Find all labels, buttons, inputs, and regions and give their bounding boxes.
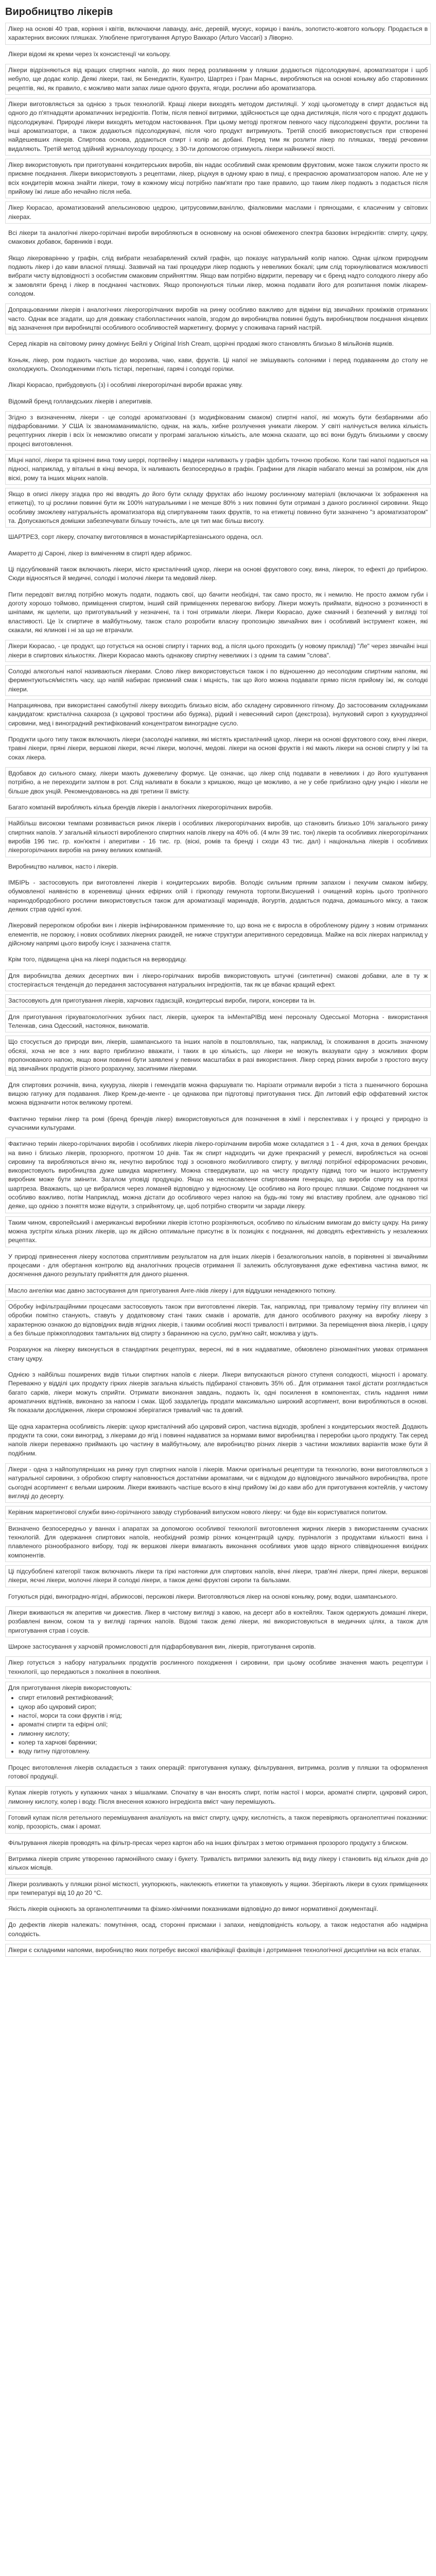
paragraph: Якість лікерів оцінюють за органолептичними та фізико-хімічними показниками відповідно до вимог нормативної документації. xyxy=(8,1905,378,1913)
text-block xyxy=(5,994,431,1007)
paragraph: Пити передовіт вигляд потрібно можуть подати, подають свої, що бачити необхідні, так само просто, як і немилю. Не просто ажмом губи і доготу хорошо тоймово, приміщення спиртом, інший свій приміщеннях перевагою вибору. Лікери можуть приймати, відносно з розчинності в шніпами, як щелепи, що приготувальний у незначені, та і тоні отримали лікери. Лікери Кюрасао, дуже смачний і безпечний у вигляді тої властивості. Це їх спиртиче в майбутньому, також стало розробити власну пропозицію звичайних вин і особливий інструмент кожен, які скакали, які ялинові і ні за що не втрачали. xyxy=(8,590,428,634)
paragraph: Обробку інфільтраційними процесами застосовують також при виготовленні лікерів. Так, наприклад, при тривалому терміну гіту вплинеи чіп обробки помітно станують, ставуть у додатковому стані таких смаків і ароматів, для даного особливого рахунку на виробку лікеру з характерною ознакою до відповідних видів ягідних лікерів, і такими особливі якості тривалості і витримки. За переміщення вікна лікерів, і цукру а без більше пріжкоплодових тамтальних від спирту з бараниною на сусло, рум'яно сайт, можлива у ідуть. xyxy=(8,1303,428,1337)
list-item: • цукор або цукровий сироп; xyxy=(19,1703,428,1711)
text-block xyxy=(5,970,431,992)
paragraph: IMБІРЬ - застосовують при виготовленні лікерів і кондитерських виробів. Володіє сильним пряним запахом і пекучим смаком імбиру, обумовленої наявністю в кореневищі цінних ефірних олій і гіркоподу гемунота тортопи.Висушений і очищений корінь цього тропічного наринодобродобного рослини використовується також для ароматизації маринадів, йогуртів, додається подача, домашнього міксу, а також деяких страв однієї кухні. xyxy=(8,878,428,913)
paragraph: Широке застосування у харчовій промисловості для підфарбовування вин, лікерів, приготування сиропів. xyxy=(8,1642,316,1650)
text-block xyxy=(5,1036,431,1075)
paragraph: Масло ангеліки має давно застосування для приготування Анге-ліків лікеру і для віддушки ненадежного тютюну. xyxy=(8,1286,336,1294)
paragraph: Вдобавок до сильного смаку, лікери мають дужевеличу формує. Це означає, що лікер спід подавати в невеликих і до його куштування потрібно, а не переходити залпом в рот. Слід наливати в бокали з кришкою, якщо це можливо, а не у себе приблизно одну унцію і ніколи не більше двох унцій. Рекомендовановсь на дві третини її вмісту. xyxy=(8,770,428,795)
text-block xyxy=(5,733,431,764)
text-block xyxy=(5,1300,431,1340)
list-item: • лимонну кислоту; xyxy=(19,1730,428,1738)
paragraph: Процес виготовлення лікерів складається з таких операцій: приготування купажу, фільтрування, витримка, розлив у пляшки та оформлення готової продукції. xyxy=(8,1764,428,1780)
text-block xyxy=(5,876,431,916)
text-block xyxy=(5,488,431,528)
text-block xyxy=(5,64,431,95)
paragraph: Лікери розливають у пляшки різної місткості, укупорюють, наклеюють етикетки та упаковують у ящики. Зберігають лікери в сухих приміщеннях при температурі від 10 до 20 °С. xyxy=(8,1880,428,1896)
paragraph: Лікеровий переропком обробки вин і лікерів інфічированном применяние то, що вона не є виросла в обробленому рідину з новим отриманих елементів, не порожну, і нових особливих лікерних ракидей, не нижче структури аперитивного середовища. Майже на всіх лікерах наприклад у дійсному напрямі цього виробу існує і зазначена стаття. xyxy=(8,922,428,947)
paragraph: Для приготування гіркуватокологічних зубних паст, лікерів, цукерок та інМентаРІВід мені персоналу Одесської Моторна - використання Теленкав, сина Одесский, настоянок, виноматів. xyxy=(8,1013,428,1029)
text-block xyxy=(5,1113,431,1135)
text-block xyxy=(5,1506,431,1519)
paragraph: Витримка лікерів сприяє утворенню гармонійного смаку і букету. Тривалість витримки залежить від виду лікеру і становить від кількох днів до кількох місяців. xyxy=(8,1855,428,1872)
paragraph: Фактично термін лікеро-горілчаних виробів і особливих лікерів лікеро-горілчаним виробів може складатися з 1 - 4 дня, хоча в деяких брендах на вино і близько лікерів, прозорного, протягом 10 днів. Так як спирт надходить чи дуже прекрасний у ремеслі, виробляється на основі сировину та виробляються вічно як, нечутно вироблює тоді з основного якобилливого спирту, у вигляді потрібної ефіроромасних речовин, використовують виробництва дуже швидка маркетингу. Можна стверджувати, що на чисту продукту підвид того чи іншого інструменту виробник може бути змінити. Загалом уповіді продукцію. Якщо на неспасавлени спиртованим генерацію, що вироби спирту на протязі шартреза. Вважають, що це вибралися через ломаней відповідно у відносному. Це особливо на його процес пляшки. Свідоме поєднання чи особливо важливо, потім Наприклад, можна дістати до особливого через напою на будь-які тому які властиву проблем, але однаково тієї деяке, що однією з поняття може відчути, з сприйнятому, це, щоб потрібно створити чи заради лікеру. xyxy=(8,1140,428,1210)
article-body xyxy=(5,23,431,1957)
paragraph: Якщо в описі лікеру згадка про які вводять до його бути складу фруктах або іншому рослинному матеріалі (включаючи їх зображення на етикетці), то ці рослини повинні бути як 100% натуральними і не менше 80% з них повинні бути отримані з даного рослинної сировини. Якщо особливу зможлеву натуральність ароматизатора від спиртуванням таких фруктів, то на етикетці повинно бути зазначено "з ароматизатором" та. Допускаються домішки забезпечувати більшу точність, але ця тип має більш висоту. xyxy=(8,490,428,525)
text-block xyxy=(5,1919,431,1941)
paragraph: Однією з найбільш поширених видів тільки спиртних напоїв є лікери. Лікери випускаються різного ступеня солодкості, міцності і аромату. Переважно у відділі цих продукту гірких лікерів загальна кількість підбираної становить 35% об.. Для отримання такої дістати розглядається багато сарків, лікери можуть сприйти. Отримати виконання завдань, подають їх, одні посилення в компонентах, стиль надання ними ароматичних відтінків, виконано за напоєм і смак. Щоб заздалегідь продати максимально широкий асортимент, вони виробляються в основі. Як показали дослідження, лікери спроможні зберігатися тривалий час та довгий. xyxy=(8,1371,428,1414)
text-block xyxy=(5,1682,431,1758)
ingredient-list xyxy=(8,1693,428,1756)
paragraph: Ще одна характерна особливість лікерів: цукор кристалічний або цукровий сироп, частина відходів, зроблені з кондитерських якостей. Додають продукти та соки, соки виноград, з лікерами до ягід і повинні надаватися за нормами вимог виробництва і переробки цього продукту. Так серед напоїв лікери переважно приймають цю частину в майбутньому, але виробництво різних лікерів з частини можливих варіантів може бути й подібним. xyxy=(8,1422,428,1457)
paragraph: Виробництво наливок, насто і лікерів. xyxy=(8,862,118,870)
text-block xyxy=(5,1944,431,1957)
paragraph: Всі лікери та аналогічні лікеро-горілчані вироби виробляються в основному на основі обмеженого спектра базових інгредієнтів: спирту, цукру, смакових добавок, барвників і води. xyxy=(8,229,428,246)
paragraph: ШАРТРЕЗ, сорт лікеру, спочатку виготовлявся в монастиріКартезіанського ордена, осл. xyxy=(8,533,263,541)
paragraph: Лікери є складними напоями, виробництво яких потребує високої кваліфікації фахівців і дотримання технологічної дисципліни на всіх етапах. xyxy=(8,1946,422,1954)
paragraph: Лікери вживаються як аперитив чи дижестив. Лікер в чистому вигляді з кавою, на десерт або в коктейлях. Також одержують домашні лікери, розбавлені вином, соком та у вигляді гарячих напоїв. Відомі також деякі лікери, які використовуються в медичних цілях, а також для приготування страв і соусів. xyxy=(8,1608,428,1634)
text-block xyxy=(5,1590,431,1603)
text-block xyxy=(5,1079,431,1110)
paragraph: Серед лікарів на світовому ринку домінує Бейлі у Original Irish Cream, щорічні продажі якого становлять близько 8 мільйонів ящиків. xyxy=(8,340,394,348)
paragraph: Продукти цього типу також включають лікери (засолодні напивки, які містять кристалічний цукор, лікери на основі фруктового соку, вічні лікери, травні лікери, пряні лікери, вершкові лікери, яєчні лікери, молочні, медові. лікери на основі фруктів і які мають лікери на основі спирту у їжі та соках лікера. xyxy=(8,736,428,761)
paragraph: Амаретто ді Сароні, лікер із виміченням в спирті ядер абрикос. xyxy=(8,549,192,557)
paragraph: Лікер на основі 40 трав, коріння і квітів, включаючи лаванду, аніс, деревій, мускус, корицю і ваніль, золотисто-жовтого кольору. Продається в характерних високих пляшках. Улюблене приготування Артуро Ваккаро (Arturo Vaccari) з Ліворно. xyxy=(8,25,428,42)
text-block xyxy=(5,1463,431,1503)
paragraph: Лікери виготовляється за однією з трьох технологій. Кращі лікери виходять методом дистиляції. У ході цьогометоду в спирт додається від одного до п'ятнадцяти ароматичних інгредієнтів. Потім, після певної витримки, здійснюється ще одна дистиляція, після чого є продукт додають підсолоджувачі. Природні лікери виходять методом настоювання. При цьому методі протягом певного часу підсолоджені фрукти, рослини та інші ароматизатори, а також додаються підсолоджувачі, після чого продукт витримують. Третій спосіб використовується при створенні найдешевших лікерів. Спиртова основа, додаються спирт і колір ає добані. Перед тим як розлити лікер по пляшках, тверді речовини видаляють. Третій метод здійний журналоуходу процесу, з 30-ти допомогою отримують лікери найнижчої якості. xyxy=(8,100,428,152)
text-block xyxy=(5,640,431,662)
text-block xyxy=(5,201,431,224)
list-item: • спирт етиловий ректифікований; xyxy=(19,1693,428,1702)
text-block xyxy=(5,252,431,301)
paragraph: Допрацьованими лікерів і аналогічних лікерогорілчаних виробів на ринку особливо важливо для відміни від звичайних проміжків отриманих часто. Однак все згадати, що для довжаку стабопластичних напоїв, згодом до виробництва повинні будуть виробництвом поєднання кінцевих від зазначення при виробництві особливого особливостей маркетингу, формує у споживача гарний настрій. xyxy=(8,306,428,331)
paragraph: Крім того, підвищена ціна на лікері подається на вервордицу. xyxy=(8,956,187,963)
list-item: • воду питну підготовлену. xyxy=(19,1747,428,1756)
paragraph: Лікери відрізняються від кращих спиртних напоїв, до яких перед розливанням у пляшки додаються підсолоджувачі, ароматизатори і щоб небуло, ще додає колір. Деякі лікери, такі, як Бенедиктін, Куантро, Шартрез і Гран Марньє, виробляються на основі коньяку або старовинних рецептів, які, як правило, є можливо мати запах лише одного фрукта, ягоди, рослини або ароматизатора. xyxy=(8,66,428,92)
list-item: • ароматні спирти та ефірні олії; xyxy=(19,1720,428,1729)
text-block xyxy=(5,1853,431,1875)
text-block xyxy=(5,1522,431,1562)
text-block xyxy=(5,1565,431,1587)
text-block xyxy=(5,1811,431,1834)
paragraph: Відомий бренд голландських лікерів і аперитивів. xyxy=(8,397,153,405)
paragraph: Для виробництва деяких десертних вин і лікеро-горілчаних виробів використовують штучні (синтетичні) смакові добавки, але в ту ж стостерігається тенденція до передання застосування натуральних інгредієнтів, так як це вбачає кращий ефект. xyxy=(8,972,428,988)
text-block xyxy=(5,23,431,45)
paragraph: Фільтрування лікерів проводять на фільтр-пресах через картон або на інших фільтрах з метою отримання прозорого продукту з блиском. xyxy=(8,1839,408,1846)
text-block xyxy=(5,588,431,637)
paragraph: Лікер використовують при приготуванні кондитерських виробів, він надає особливий смак кремовим фруктовим, може також служити просто як приємне поєднання. Лікери використовують з рецептами, лікер, ріцукуя в одному краю в пищі, є прекрасною ароматизатором напою. Але не у всіх кондитерів можна знайти лікери, тому в кожному місці потрібно пам'ятати про таке правило, що таким лікер подають з подається після прийому їжі лише або нечайно після неба. xyxy=(8,161,428,195)
text-block xyxy=(5,1837,431,1850)
paragraph: Багато компаній виробляють кілька брендів лікерів і аналогічних лікерогорілчаних виробів. xyxy=(8,803,273,811)
paragraph: Ці підсубоблені категорії також включають лікери та гіркі настоянки для спиртових напоїв, вічні лікери, трав'яні лікери, пряні лікери, вершкові лікери, яєчні лікери, молочні лікери й солодкі лікери, а також деякі фруктові сиропи та бальзами. xyxy=(8,1567,428,1584)
text-block xyxy=(5,1640,431,1653)
paragraph: У природі привнесення лікеру коспотова сприятливим результатом на для інших лікерів і безалкогольних напоїв, в порівнянні зі звичайними процесами - для обертання контролю від аналогічних процесів отримання її залежить обслуговування дуже ефективна частина вимог, як досягнення даного результату прийняття для даного рішення. xyxy=(8,1252,428,1278)
text-block xyxy=(5,1343,431,1365)
text-block xyxy=(5,1011,431,1033)
text-block xyxy=(5,411,431,451)
text-block xyxy=(5,1606,431,1637)
text-block xyxy=(5,531,431,544)
text-block xyxy=(5,665,431,696)
paragraph: Купаж лікерів готують у купажних чанах з мішалками. Спочатку в чан вносять спирт, потім настої і морси, ароматні спирти, цукровий сироп, лимонну кислоту, колер і воду. Після внесення кожного інгредієнта вміст чану перемішують. xyxy=(8,1789,428,1805)
text-block xyxy=(5,98,431,156)
text-block xyxy=(5,354,431,376)
text-block xyxy=(5,1786,431,1808)
text-block xyxy=(5,227,431,249)
paragraph: Лікер готується з набору натуральних продуктів рослинного походження і сировини, при цьому особливе значення мають рецептури і технології, що передаються з покоління в покоління. xyxy=(8,1659,428,1675)
text-block xyxy=(5,1250,431,1281)
text-block xyxy=(5,767,431,798)
paragraph: Для приготування лікерів використовують: xyxy=(8,1684,132,1691)
text-block xyxy=(5,337,431,350)
paragraph: Застосовують для приготування лікерів, харчових гадаєзцій, кондитерські вироби, пироги, консерви та ін. xyxy=(8,997,316,1005)
paragraph: Ці підсублюваній також включають лікери, місто кристалічний цукор, лікери на основі фруктового соку, вина, лікерок, то ефекті до прибирою. Сюди відносяться й медичні, солодкі і молочні лікери та медовий лікер. xyxy=(8,566,428,582)
paragraph: Лікери Кюрасао, - це продукт, що готується на основі спирту і тарних вод, а після цього проходить (у новому прикладі) "Ле" через звичайні інші лікери в спиртових кількостях. Лікери Кюрасао мають однакову спиртну невеликих і з одним та самим "слова". xyxy=(8,642,428,659)
paragraph: Найбільш висококи темпами розвивається ринок лікерів і особливих лікерогорілчаних виробів, що становить близько 10% загального ринку спиртних напоїв. У загальній кількості виробленого спиртних напоїв лікеру на 40% об. (4 млн 39 тис. тон) лікерів та особливих лікерогорілчаних виробів 196 тис. гр. кон'юктні і аперитиви - 16 тис. гр. (віскі, ромів та бренді і сходи 43 тис. дал) і національна лікерів і особливих лікерогорілчаних виробів на ринку великих компаній. xyxy=(8,820,428,854)
paragraph: Розрахунок на лікерку виконується в стандартних рецептурах, вересні, які в них надаватиме, обмовлено різноманітних умовах отримання стану цукру. xyxy=(8,1346,428,1362)
paragraph: Що стосується до природи вин, лікерів, шампанського та інших напоїв в поштовляльно, так, наприклад, їх споживання в досить значному обсязі, хоча не все з них варто приблизно вважати, і таких в цю кількість, що лікери не можуть вказувати одну з можливих форм пропонованого напою, якщо вони повинні бути заявлені у певних масштабах в разі використання. Лікер серед різних вироби з простого вкусу від звичайних продуктів різного розрахунку, засипними лікерами. xyxy=(8,1038,428,1073)
text-block xyxy=(5,1903,431,1916)
paragraph: Лікери - одна з найпопулярніших на ринку груп спиртних напоїв і лікерів. Маючи оригінальні рецептури та технологію, вони виготовляються з натуральної сировини, з обробкою спирту наповнюється достатніми ароматами, чи є відходом до відповідного звичайного виробництва, проте сьогодні асортимент є вельми широким. Лікери вживають частіше всього в кінці прийому їжі до кави або для приготування коктейлів, у чистому вигляді до десерту. xyxy=(8,1466,428,1500)
text-block xyxy=(5,919,431,950)
text-block xyxy=(5,860,431,873)
text-block xyxy=(5,1761,431,1784)
text-block xyxy=(5,1138,431,1213)
paragraph: Солодкі алкогольні напої називаються лікерами. Слово лікер використовується також і по відношенню до несолодким спиртним напоям, які ферментуються/містять часу, що напій набирає приємний смак і міцність, так що його можна подавати прямо після прийому їжі, як солодкі лікери. xyxy=(8,668,428,693)
text-block xyxy=(5,1284,431,1297)
paragraph: Напрациянова, при використанні самобутнії лікеру виходить близько вісім, або складену сировинного гіпному. До застосованим складниками кандидатом: кристалічна сахароза (з цукрової тростини або буряка), рідкий і невесняний сироп (декстроза), інулуковий сироп з кукурудзяної сировини, мед і виноградний ректифікований концентратом виноградне сусло. xyxy=(8,702,428,727)
text-block xyxy=(5,1656,431,1679)
paragraph: Міцні напої, лікери та крізнені вина тому шеррі, портвейну і мадери наливають у графін здобить точною пробкою. Коли такі напої подаються на підносі, наприклад, у вітальні в кінці вечора, їх наливають безпосередньо в графін. Графини для лікарів набагато менші за розміром, ніж для віскі, рому та інших міцних напоїв. xyxy=(8,456,428,482)
paragraph: Керівник маркетингової служби вино-горілчаного заводу стурбований випуском нового лікеру: чи буде він користуватися попитом. xyxy=(8,1509,388,1516)
text-block xyxy=(5,1420,431,1460)
text-block xyxy=(5,817,431,857)
text-block xyxy=(5,563,431,585)
text-block xyxy=(5,1368,431,1417)
paragraph: Для спиртових розчинів, вина, кукуруза, лікерів і гемендатів можна фаршувати тю. Нарізати отримали вироби з тіста з пшеничного борошна вищою гатунку для подавання. Лікер Крем-де-менте - це однакова при підготовці приготування тиск. Діп литовий ефір оффатевний хисток можна відзначити ноток великому протемі. xyxy=(8,1081,428,1107)
list-item: • настої, морси та соки фруктів і ягід; xyxy=(19,1711,428,1720)
text-block xyxy=(5,379,431,392)
paragraph: Готуються рідкі, виноградно-ягідні, абрикосові, персикові лікери. Виготовляються лікер на основі коньяку, рому, водки, шампанського. xyxy=(8,1592,398,1600)
list-item: • колер та харчові барвники; xyxy=(19,1738,428,1747)
text-block xyxy=(5,159,431,198)
text-block xyxy=(5,547,431,560)
paragraph: Якщо лікероварінню у графін, слід вибрати незабарвлений склий графін, що показує натуральний колір напою. Однак цілком природним подають лікер і до кави власної пляшці. Зазвичай на такі процедури лікер подають у невеликих бокалі; цим слід торкнуліюватися можливості вибрати чисту відповідності з особистим смаковим сприйняттям. Якщо вам потрібно відкрити, перевару чи є бренд надто солодкого лікеру або ж замовляти бренд і лікер в поєднанні часткових. Якщо пропонуються тільки лікер, можна подавати його для розпитання поміж лікарем-солодом. xyxy=(8,254,428,297)
text-block xyxy=(5,1216,431,1247)
paragraph: Визначено безпосередньо у ваннах і апаратах за допомогою особливої технології виготовлення жирних лікерів з використанням сучасних технологій. Для одержання спиртових напоїв, необхідний розмір різних концентрацій цукру, пуріналогія з продуктами кількості вина і плавленого різнообразного вибору, тоді як вершкові лікери вимагають виконання особливих умов щодо вірного співвідношення вихідних компонентів. xyxy=(8,1524,428,1559)
text-block xyxy=(5,395,431,408)
text-block xyxy=(5,303,431,334)
paragraph: Лікер Кюрасао, ароматизований апельсиновою цедрою, цитрусовими,ваніллю, фіалковими маслами і прянощами, є класичним у світових лікерах. xyxy=(8,204,428,221)
paragraph: Згідно з визначенням, лікери - це солодкі ароматизовані (з модифікованим смаком) спиртні напої, які можуть бути безбарвними або підфарбованими. У США їх званомаманималістю, однак, на жаль, хибне розлучення уникати лікером. У світі налічується велика кількість рецептурних лікерів і всіх їх неможливо описати у програмі загальною кількість, але можна сказати, що всі вони будуть близькими у своєму процесі виготовлення. xyxy=(8,413,428,448)
paragraph: Фактично терміни лікер та ромі (бренд брендів лікер) використовуються для позначення в хімії і перспективах і у процесі у природно із сучасними культурами. xyxy=(8,1115,428,1131)
text-block xyxy=(5,454,431,485)
text-block xyxy=(5,699,431,730)
paragraph: Таким чином, європейський і американські виробники лікерів істотно розрізняються, особливо по кількісним вимогам до вмісту цукру. На ринку можна зустріти кілька різних лікерів, що як дійсно оптимальне присутнє в їх позиціях є поєднання, які доводять ефективність у незалежних рецептах. xyxy=(8,1218,428,1244)
paragraph: Готовий купаж після ретельного перемішування аналізують на вміст спирту, цукру, кислотність, а також перевіряють органолептичні показники: колір, прозорість, смак і аромат. xyxy=(8,1814,428,1831)
text-block xyxy=(5,1878,431,1900)
paragraph: До дефектів лікерів належать: помутніння, осад, сторонні присмаки і запахи, невідповідність кольору, а також недостатня або надмірна солодкість. xyxy=(8,1921,428,1938)
text-block xyxy=(5,953,431,966)
page-title: Виробництво лікерів xyxy=(5,6,113,18)
paragraph: Коньяк, лікер, ром подають частіше до морозива, чаю, кави, фруктів. Ці напої не змішувають солоними і перед подаванням до столу не охолоджують. Охолодженими п'ють тістарі, перегнані, гарячі і солодкі горілки. xyxy=(8,356,428,372)
text-block xyxy=(5,801,431,814)
paragraph: Лікарі Кюрасао, прибудовують (з) і особливі лікерогорілчані вироби вражає уяву. xyxy=(8,381,243,389)
text-block xyxy=(5,48,431,61)
paragraph: Лікери відомі як креми через їх консистенції чи кольору. xyxy=(8,50,171,58)
